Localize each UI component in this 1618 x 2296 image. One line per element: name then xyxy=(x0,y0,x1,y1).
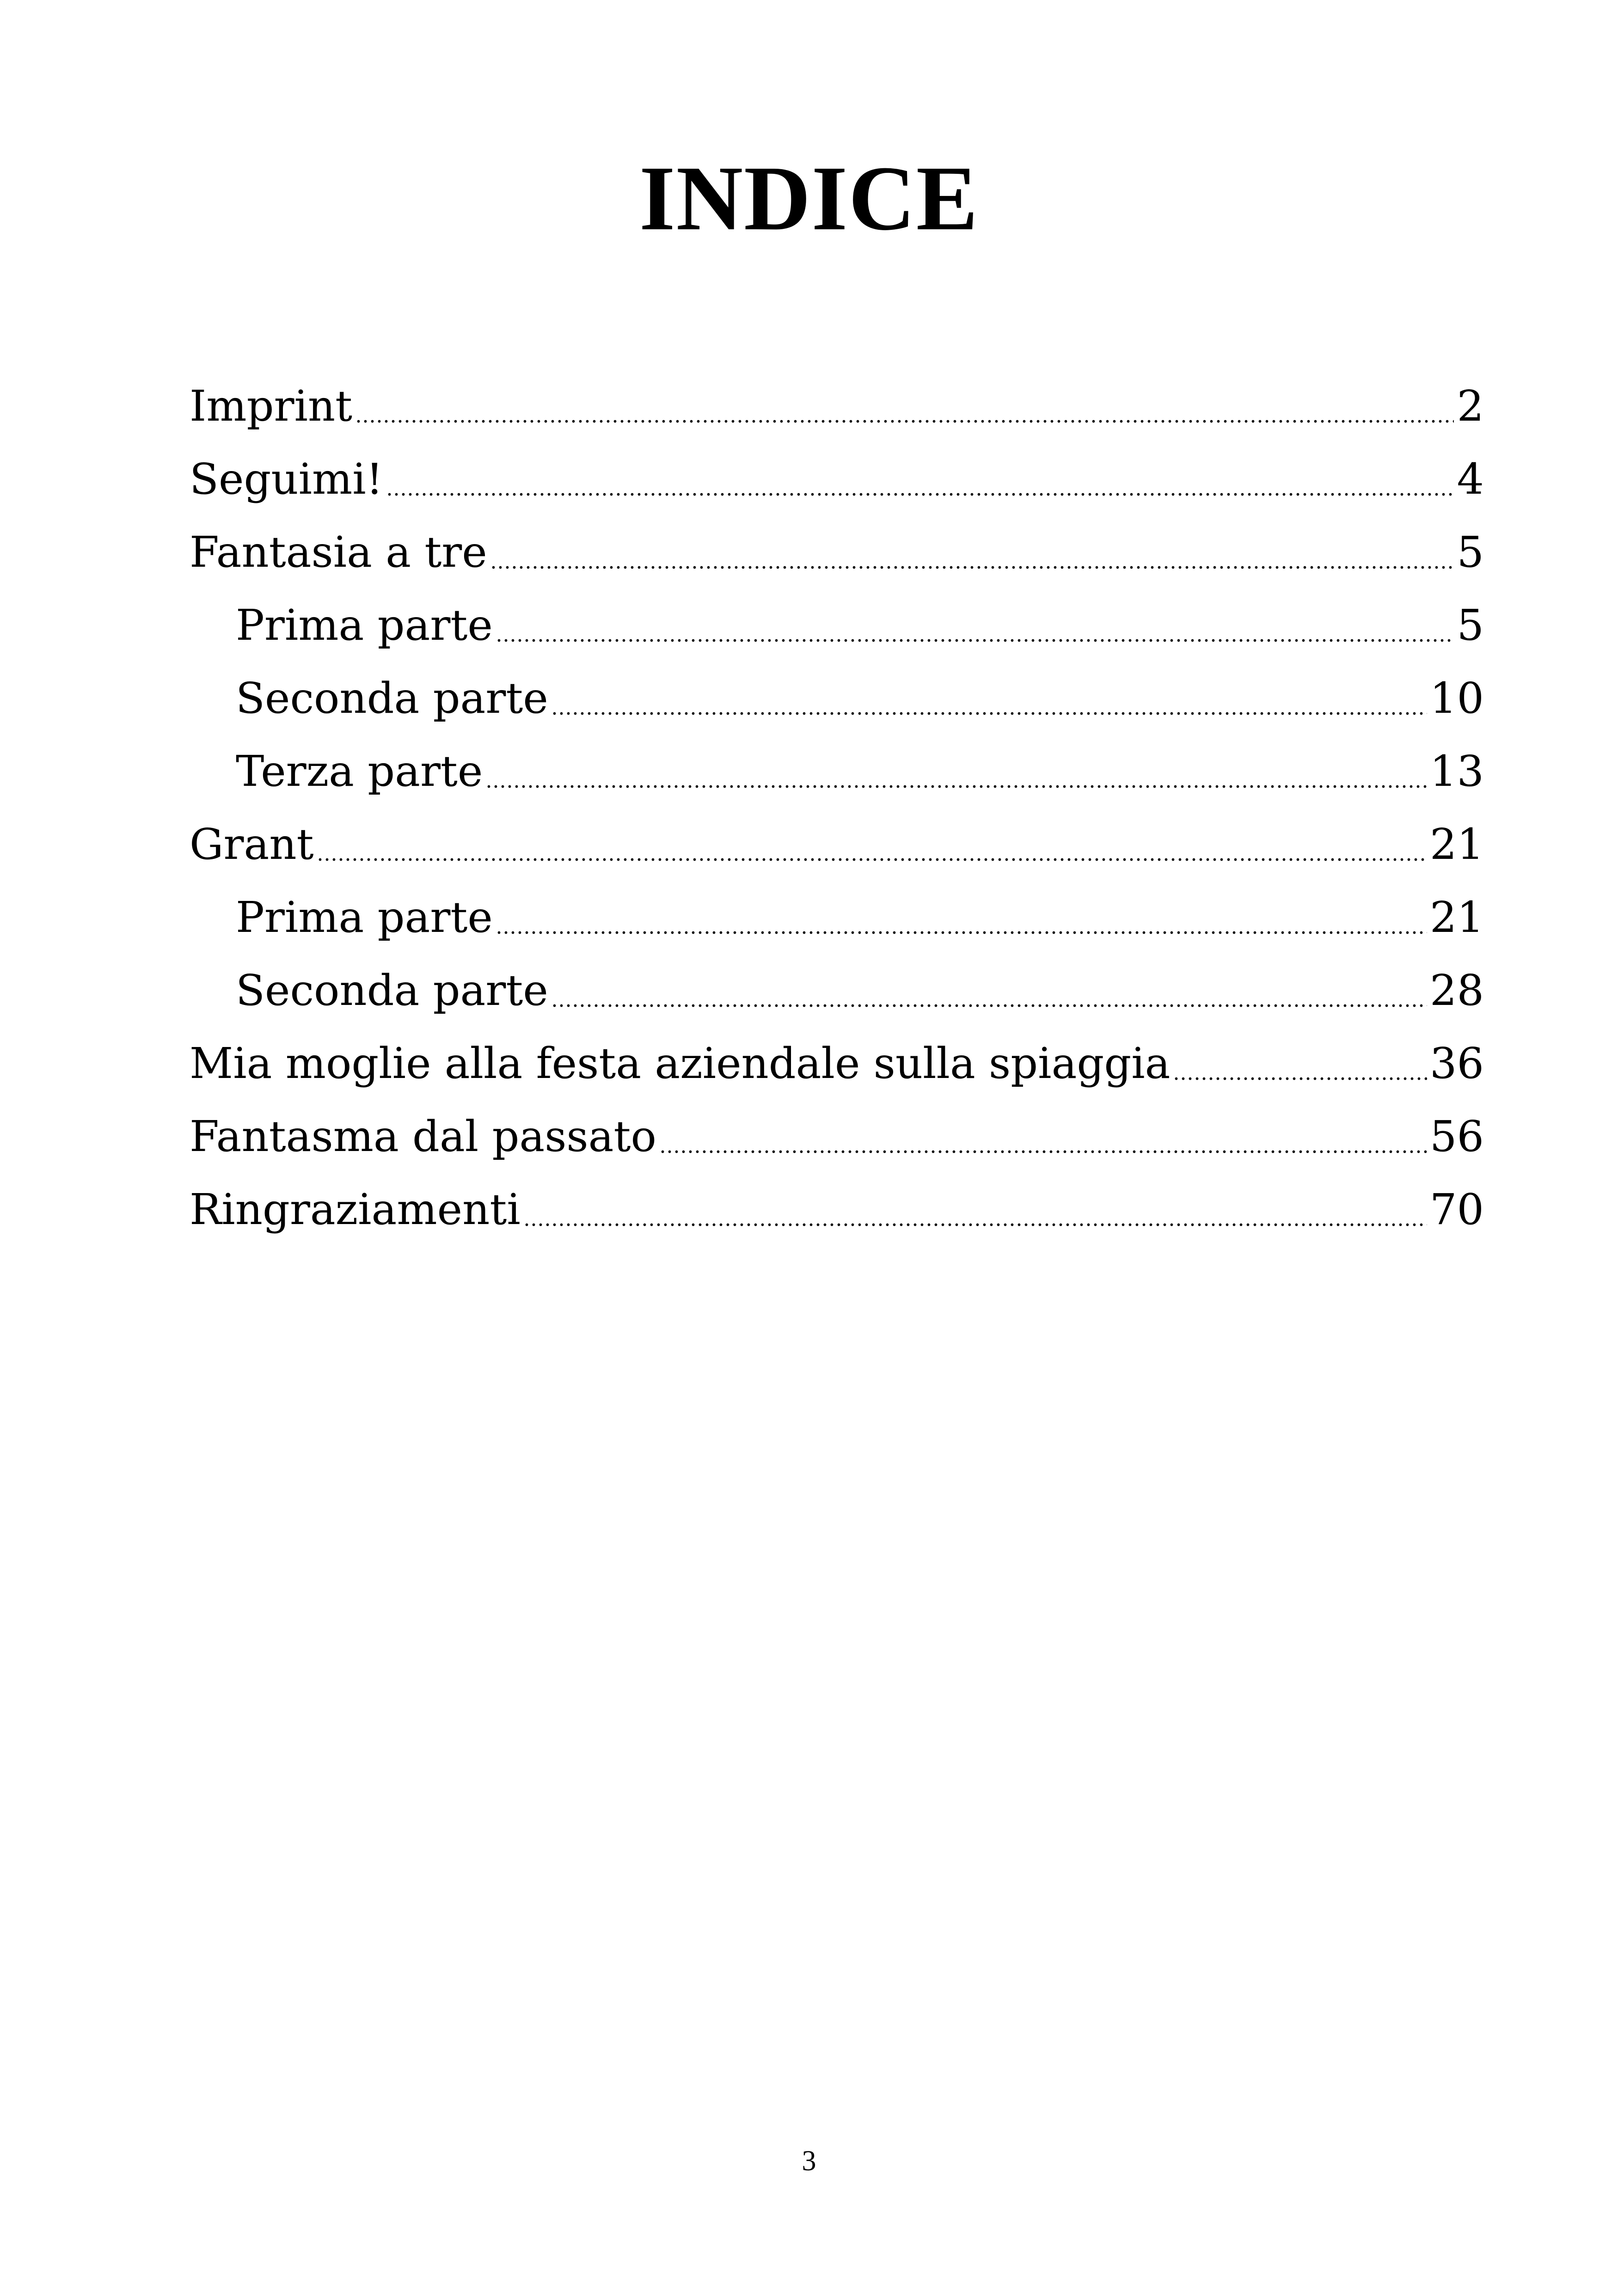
toc-entry-page-number: 13 xyxy=(1429,747,1484,796)
toc-entry[interactable] xyxy=(190,516,1484,589)
dot-leader xyxy=(551,971,1427,1009)
toc-entry-page-number: 5 xyxy=(1457,527,1484,577)
toc-entry-label: Fantasia a tre xyxy=(190,527,487,577)
toc-entry-label: Fantasma dal passato xyxy=(190,1112,656,1161)
toc-entry-label: Mia moglie alla festa aziendale sulla spiaggia xyxy=(190,1039,1171,1088)
toc-subentry[interactable] xyxy=(190,662,1484,735)
dot-leader xyxy=(355,386,1454,425)
toc-subentry[interactable] xyxy=(190,735,1484,808)
toc-entry-label: Prima parte xyxy=(236,893,493,942)
toc-entry-page-number: 36 xyxy=(1429,1039,1484,1088)
toc-entry-page-number: 2 xyxy=(1457,381,1484,431)
page-number: 3 xyxy=(802,2145,816,2177)
toc-entry-page-number: 4 xyxy=(1457,454,1484,504)
dot-leader xyxy=(1173,1044,1427,1082)
toc-subentry[interactable] xyxy=(190,589,1484,662)
toc-entry-page-number: 5 xyxy=(1457,600,1484,650)
toc-entry-label: Imprint xyxy=(190,381,353,431)
dot-leader xyxy=(496,898,1427,936)
dot-leader xyxy=(317,825,1427,863)
toc-entry-page-number: 21 xyxy=(1429,893,1484,942)
toc-entry-label: Grant xyxy=(190,820,314,869)
dot-leader xyxy=(490,533,1454,571)
toc-entry[interactable] xyxy=(190,443,1484,516)
dot-leader xyxy=(496,606,1454,644)
dot-leader xyxy=(523,1190,1427,1228)
toc-entry-label: Seconda parte xyxy=(236,966,548,1015)
page-title: INDICE xyxy=(639,147,979,250)
toc-entry[interactable] xyxy=(190,370,1484,443)
toc-entry-page-number: 70 xyxy=(1429,1185,1484,1234)
toc-entry-label: Seconda parte xyxy=(236,673,548,723)
toc-entry-label: Seguimi! xyxy=(190,454,383,504)
toc-entry[interactable] xyxy=(190,1100,1484,1173)
toc-subentry[interactable] xyxy=(190,881,1484,954)
toc-entry-label: Ringraziamenti xyxy=(190,1185,521,1234)
toc-entry-page-number: 28 xyxy=(1429,966,1484,1015)
dot-leader xyxy=(386,459,1454,498)
toc-entry-label: Terza parte xyxy=(236,747,483,796)
toc-entry[interactable] xyxy=(190,1027,1484,1100)
toc-entry-page-number: 21 xyxy=(1429,820,1484,869)
dot-leader xyxy=(551,679,1427,717)
dot-leader xyxy=(485,752,1427,790)
dot-leader xyxy=(659,1117,1427,1155)
toc-entry[interactable] xyxy=(190,1173,1484,1246)
toc-entry-label: Prima parte xyxy=(236,600,493,650)
toc-entry[interactable] xyxy=(190,808,1484,881)
table-of-contents xyxy=(190,370,1484,1246)
toc-entry-page-number: 10 xyxy=(1429,673,1484,723)
toc-entry-page-number: 56 xyxy=(1429,1112,1484,1161)
toc-subentry[interactable] xyxy=(190,954,1484,1027)
